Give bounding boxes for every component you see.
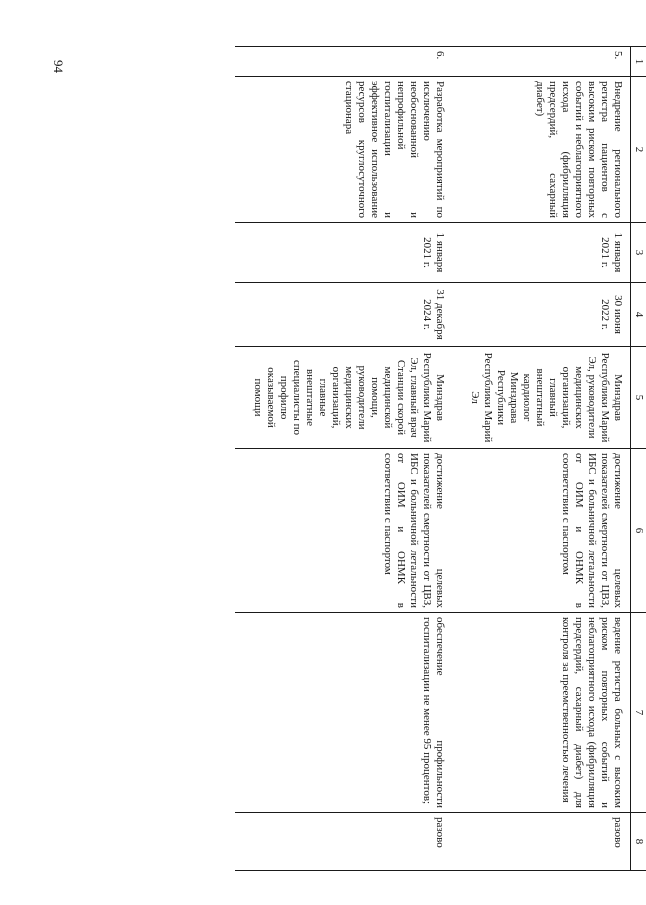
result-cell: ведение регистра больных с высоким риском повторных событий и неблагоприятного исхода (фибрилляция предсердий, сахарный диабет) для контроля за преемственностью лечения bbox=[452, 613, 631, 813]
responsible-cell: Минздрав Республики Марий Эл, главный врач Станции скорой медицинской помощи, руководители медицинских организаций, главные внештатные специалисты по профилю оказываемой помощи bbox=[235, 347, 452, 449]
header-col-1: 1 bbox=[631, 47, 646, 77]
header-col-8: 8 bbox=[631, 813, 646, 871]
start-date-cell: 1 января 2021 г. bbox=[452, 223, 631, 283]
page-number: 94 bbox=[51, 60, 66, 73]
header-col-3: 3 bbox=[631, 223, 646, 283]
table-row bbox=[452, 47, 631, 871]
responsible-cell: Минздрав Республики Марий Эл, руководители медицинских организаций, главный внештатный кардиолог Минздрава Республики Республики Марий Эл bbox=[452, 347, 631, 449]
target-cell: достижение целевых показателей смертности от ЦВЗ, ИБС и больничной летальности от ОИМ и ОНМК в соответствии с паспортом bbox=[452, 449, 631, 613]
frequency-cell: разово bbox=[235, 813, 452, 871]
event-cell: Разработка мероприятий по исключению необоснованной и непрофильной госпитализации и эффективное использование ресурсов круглосуточного стационара bbox=[235, 77, 452, 223]
target-cell: достижение целевых показателей смертности от ЦВЗ, ИБС и больничной летальности от ОИМ и ОНМК в соответствии с паспортом bbox=[235, 449, 452, 613]
column-number-row bbox=[631, 47, 646, 871]
row-number: 5. bbox=[452, 47, 631, 77]
header-col-4: 4 bbox=[631, 283, 646, 347]
header-col-5: 5 bbox=[631, 347, 646, 449]
measures-table bbox=[235, 46, 646, 871]
event-cell: Внедрение регионального регистра пациентов с высоким риском повторных событий и неблагоприятного исхода (фибрилляция предсердий, сахарный диабет) bbox=[452, 77, 631, 223]
end-date-cell: 30 июня 2022 г. bbox=[452, 283, 631, 347]
end-date-cell: 31 декабря 2024 г. bbox=[235, 283, 452, 347]
rotated-table-container bbox=[116, 46, 646, 870]
header-col-6: 6 bbox=[631, 449, 646, 613]
header-col-7: 7 bbox=[631, 613, 646, 813]
frequency-cell: разово bbox=[452, 813, 631, 871]
header-col-2: 2 bbox=[631, 77, 646, 223]
result-cell: обеспечение профильности госпитализации не менее 95 процентов; bbox=[235, 613, 452, 813]
start-date-cell: 1 января 2021 г. bbox=[235, 223, 452, 283]
row-number: 6. bbox=[235, 47, 452, 77]
table-row bbox=[235, 47, 452, 871]
